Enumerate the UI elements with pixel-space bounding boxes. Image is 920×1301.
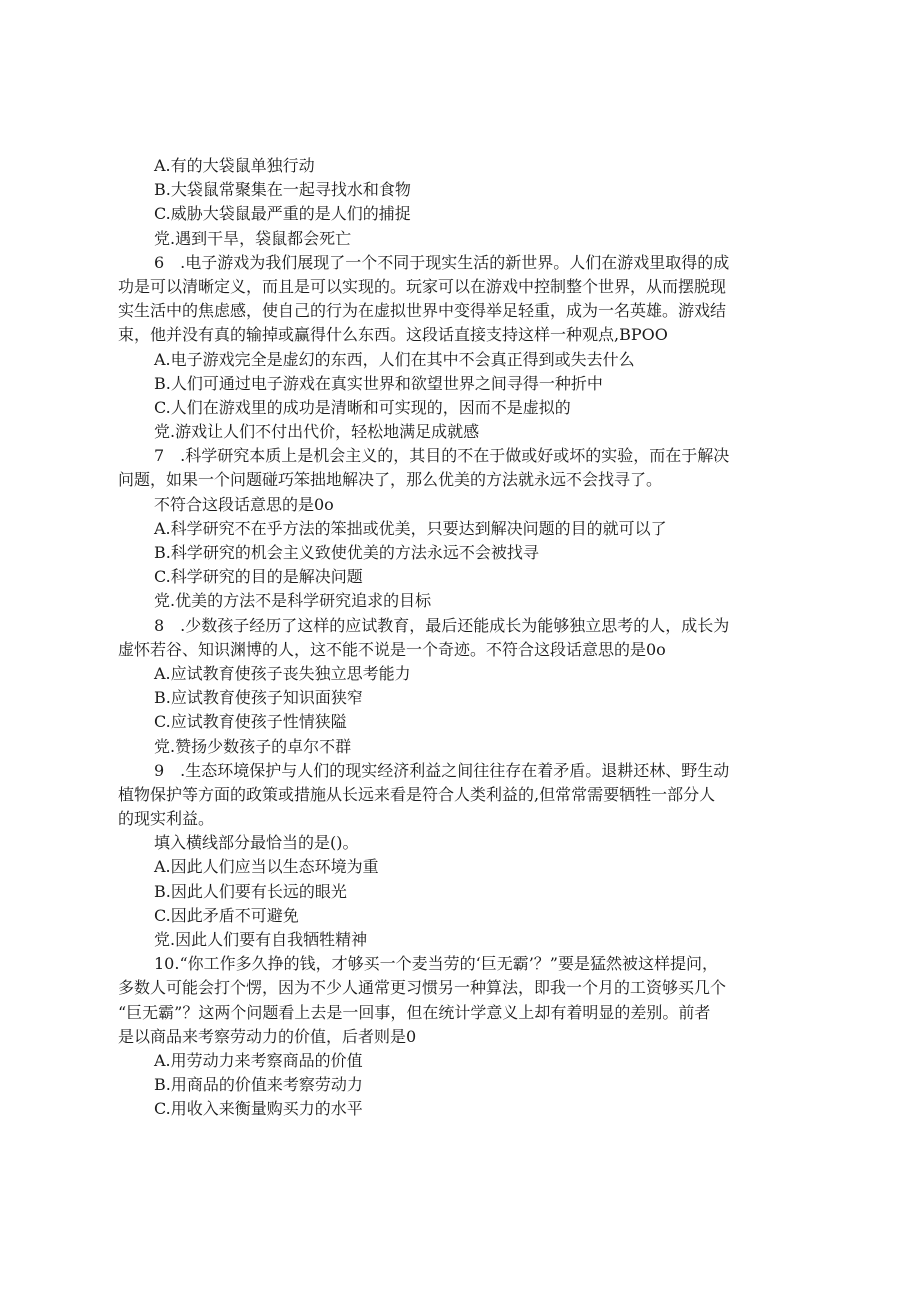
q8-text-line-1: 8 .少数孩子经历了这样的应试教育，最后还能成长为能够独立思考的人，成长为 (154, 615, 730, 635)
q5-option-a: A.有的大袋鼠单独行动 (154, 156, 315, 175)
q10-option-a: A.用劳动力来考察商品的价值 (154, 1050, 363, 1070)
q8-option-d: 党.赞扬少数孩子的卓尔不群 (154, 736, 352, 756)
q6-text-line-2: 功是可以清晰定义，而且是可以实现的。玩家可以在游戏中控制整个世界，从而摆脱现 (118, 276, 727, 296)
q5-option-d: 党.遇到干旱，袋鼠都会死亡 (154, 228, 352, 248)
q10-text-line-4: 是以商品来考察劳动力的价值，后者则是0 (118, 1026, 417, 1046)
q5-option-b: B.大袋鼠常聚集在一起寻找水和食物 (154, 180, 411, 200)
q9-text-line-1: 9 .生态环境保护与人们的现实经济利益之间往往存在着矛盾。退耕还林、野生动 (154, 760, 730, 780)
q10-text-line-1: 10.“你工作多久挣的钱，才够买一个麦当劳的‘巨无霸’？”要是猛然被这样提问， (154, 954, 718, 974)
q7-text-line-2: 问题，如果一个问题碰巧笨拙地解决了，那么优美的方法就永远不会找寻了。 (118, 470, 663, 490)
q6-text-line-3: 实生活中的焦虑感，使自己的行为在虚拟世界中变得举足轻重，成为一名英雄。游戏结 (118, 301, 727, 321)
question-10 (118, 952, 790, 1121)
q8-option-c: C.应试教育使孩子性情狭隘 (154, 712, 347, 732)
question-6 (118, 251, 790, 445)
q7-option-d: 党.优美的方法不是科学研究追求的目标 (154, 591, 432, 611)
question-9 (118, 759, 790, 953)
q10-option-c: C.用收入来衡量购买力的水平 (154, 1099, 363, 1119)
q10-text-line-2: 多数人可能会打个愣，因为不少人通常更习惯另一种算法，即我一个月的工资够买几个 (118, 978, 727, 998)
q8-option-b: B.应试教育使孩子知识面狭窄 (154, 688, 363, 708)
q7-option-c: C.科学研究的目的是解决问题 (154, 567, 363, 587)
q9-text-line-2: 植物保护等方面的政策或措施从长远来看是符合人类利益的,但常常需要牺牲一部分人 (118, 784, 716, 804)
q9-text-line-3: 的现实利益。 (118, 809, 215, 829)
question-5-options (118, 154, 790, 251)
q6-option-b: B.人们可通过电子游戏在真实世界和欲望世界之间寻得一种折中 (154, 373, 603, 393)
document-page (118, 154, 790, 1122)
q9-option-b: B.因此人们要有长远的眼光 (154, 881, 347, 901)
q8-option-a: A.应试教育使孩子丧失独立思考能力 (154, 663, 411, 683)
q10-option-b: B.用商品的价值来考察劳动力 (154, 1075, 363, 1095)
q9-option-d: 党.因此人们要有自我牺牲精神 (154, 930, 368, 949)
q5-option-c: C.威胁大袋鼠最严重的是人们的捕捉 (154, 204, 411, 224)
q6-text-line-1: 6 .电子游戏为我们展现了一个不同于现实生活的新世界。人们在游戏里取得的成 (154, 252, 730, 272)
question-7 (118, 444, 790, 613)
q8-text-line-2: 虚怀若谷、知识渊博的人，这不能不说是一个奇迹。不符合这段话意思的是0o (118, 639, 666, 659)
q7-option-a: A.科学研究不在乎方法的笨拙或优美，只要达到解决问题的目的就可以了 (154, 518, 667, 538)
q6-option-d: 党.游戏让人们不付出代价，轻松地满足成就感 (154, 422, 480, 442)
q9-option-c: C.因此矛盾不可避免 (154, 905, 299, 925)
question-8 (118, 614, 790, 759)
q7-stem: 不符合这段话意思的是0o (154, 494, 334, 514)
q6-option-a: A.电子游戏完全是虚幻的东西，人们在其中不会真正得到或失去什么 (154, 349, 635, 369)
q9-option-a: A.因此人们应当以生态环境为重 (154, 857, 379, 877)
q6-option-c: C.人们在游戏里的成功是清晰和可实现的，因而不是虚拟的 (154, 397, 571, 417)
q7-text-line-1: 7 .科学研究本质上是机会主义的，其目的不在于做或好或坏的实验，而在于解决 (154, 446, 730, 466)
q9-stem: 填入横线部分最恰当的是()。 (154, 833, 359, 853)
q6-text-line-4: 束，他并没有真的输掉或赢得什么东西。这段话直接支持这样一种观点,BPOO (118, 325, 668, 345)
q7-option-b: B.科学研究的机会主义致使优美的方法永远不会被找寻 (154, 543, 539, 562)
q10-text-line-3: “巨无霸”？这两个问题看上去是一回事，但在统计学意义上却有着明显的差别。前者 (118, 1002, 711, 1022)
